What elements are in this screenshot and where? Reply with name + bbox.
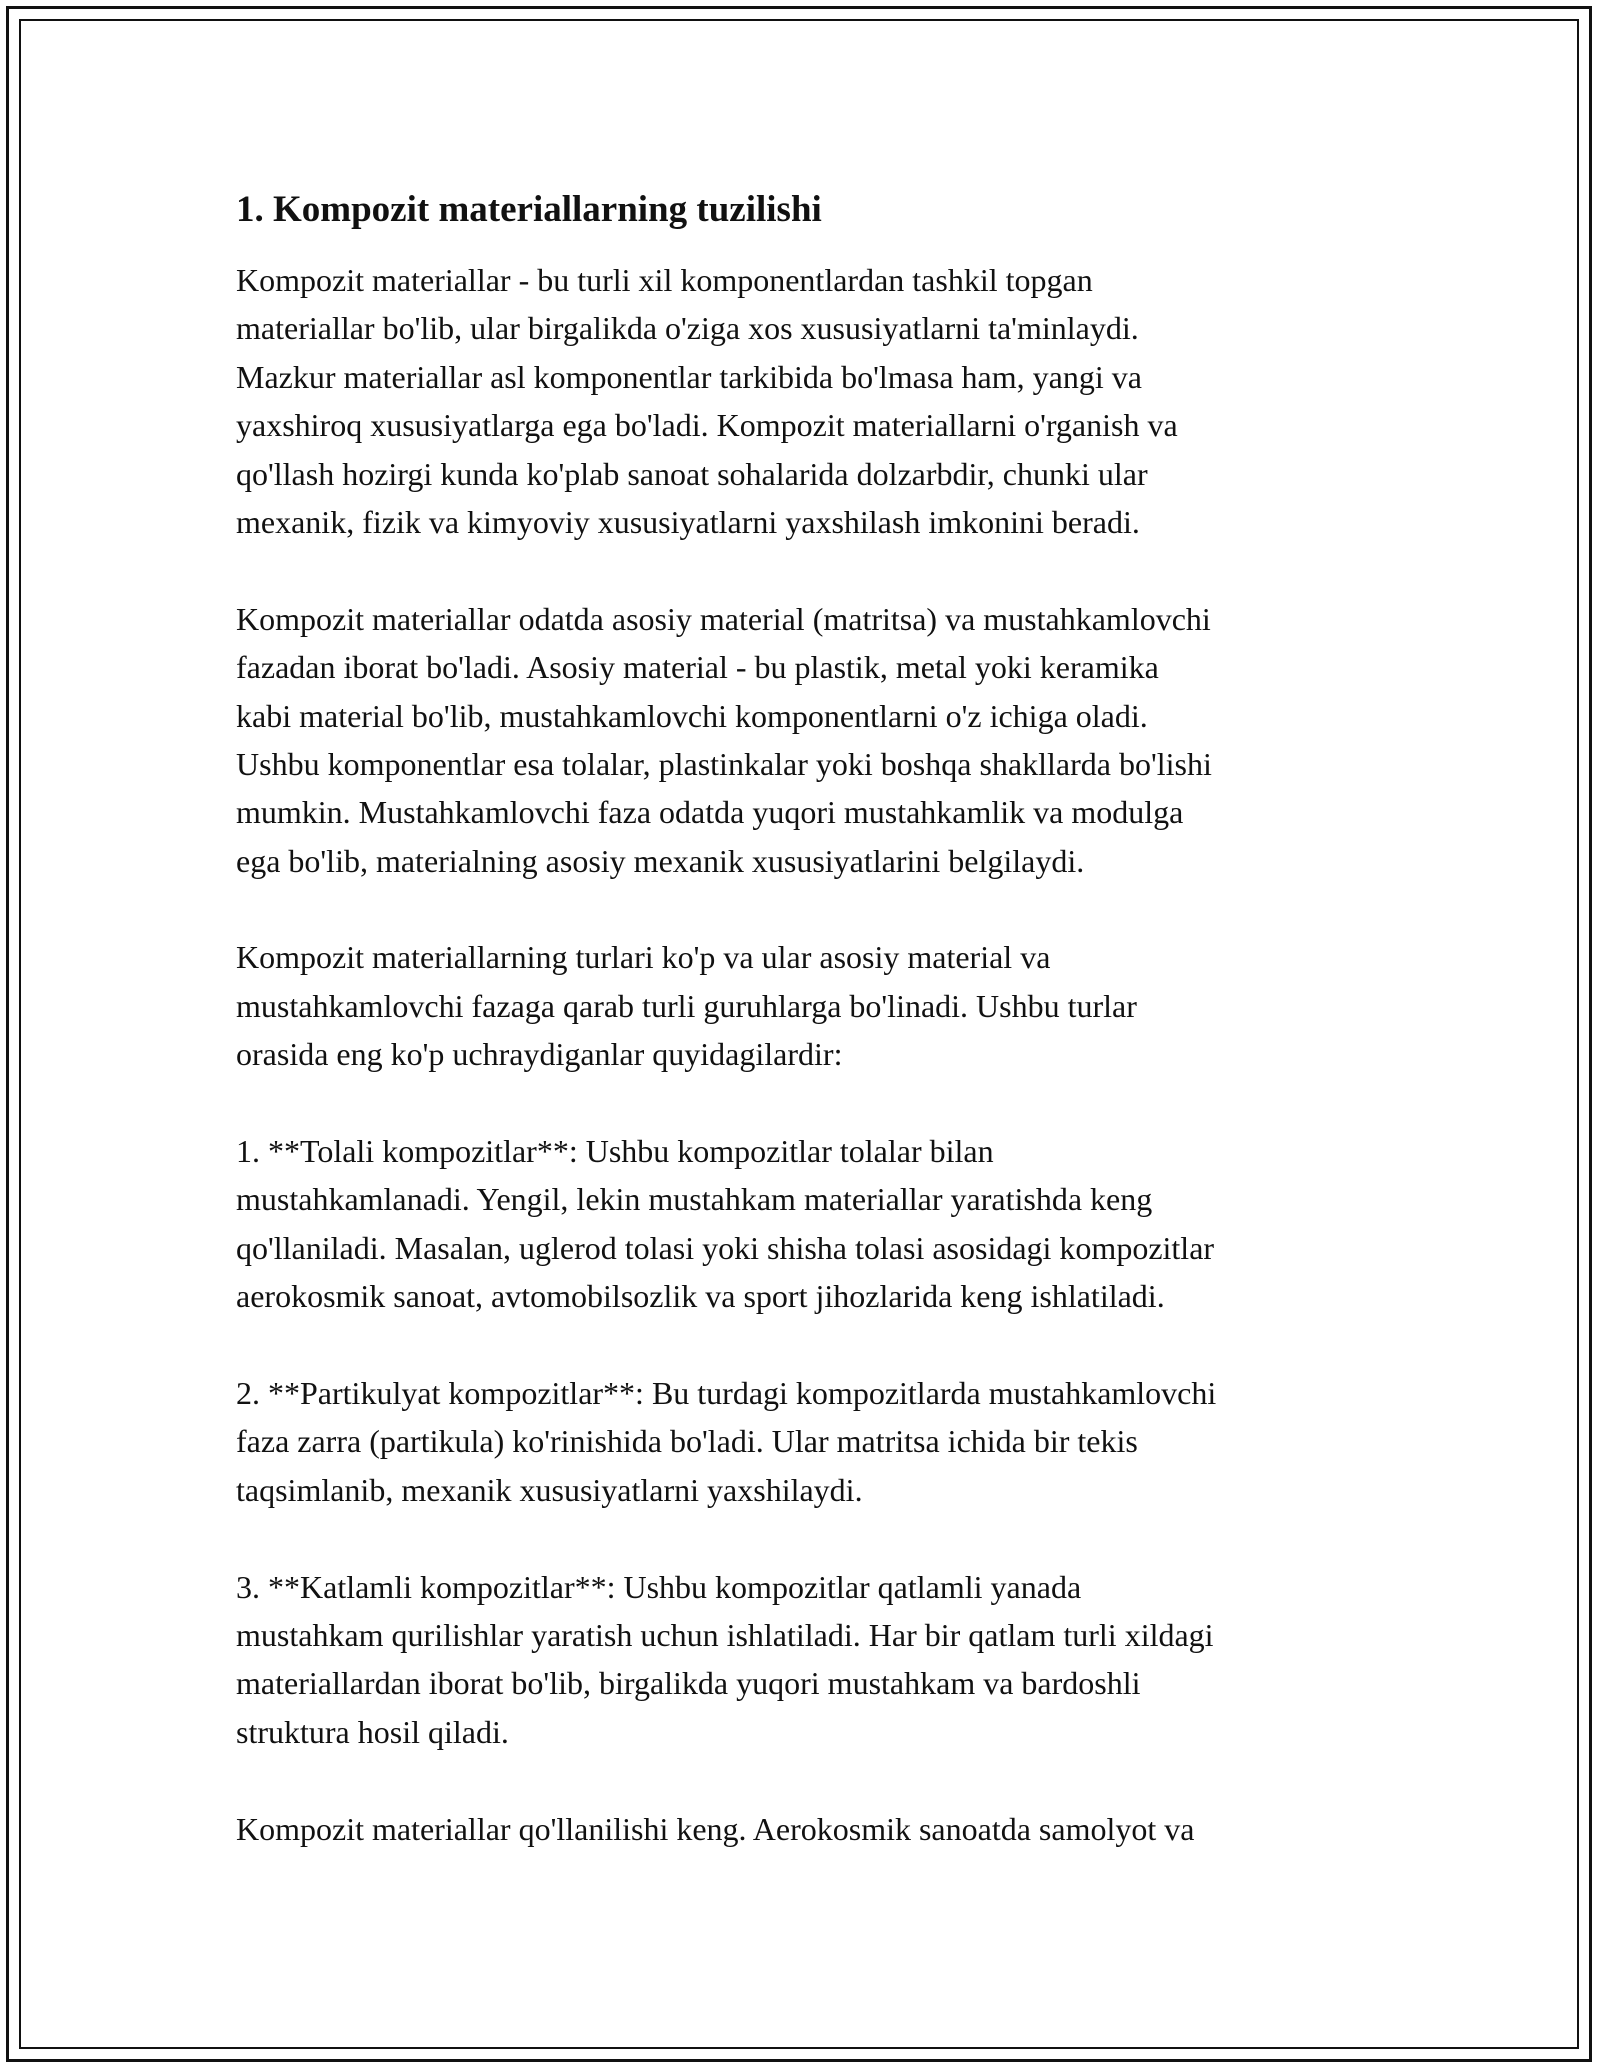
text-line: faza zarra (partikula) ko'rinishida bo'ladi. Ular matritsa ichida bir tekis [236, 1423, 1138, 1460]
text-line: Kompozit materiallar - bu turli xil komponentlardan tashkil topgan [236, 262, 1093, 298]
text-line: fazadan iborat bo'ladi. Asosiy material - bu plastik, metal yoki keramika [236, 649, 1159, 686]
paragraph-lines [236, 256, 1366, 1853]
text-line: mumkin. Mustahkamlovchi faza odatda yuqori mustahkamlik va modulga [236, 794, 1184, 831]
text-line: 3. **Katlamli kompozitlar**: Ushbu kompozitlar qatlamli yanada [236, 1568, 1082, 1605]
text-line: taqsimlanib, mexanik xususiyatlarni yaxshilaydi. [236, 1471, 863, 1508]
text-line: yaxshiroq xususiyatlarga ega bo'ladi. Kompozit materiallarni o'rganish va [236, 407, 1178, 444]
paragraph-gap [236, 1321, 1366, 1369]
text-line: 1. **Tolali kompozitlar**: Ushbu kompozitlar tolalar bilan [236, 1133, 994, 1170]
paragraph-gap [236, 885, 1366, 933]
text-line: mustahkam qurilishlar yaratish uchun ishlatiladi. Har bir qatlam turli xildagi [236, 1616, 1214, 1653]
paragraph-gap [236, 1079, 1366, 1127]
paragraph-gap [236, 1514, 1366, 1562]
text-line: orasida eng ko'p uchraydiganlar quyidagilardir: [236, 1036, 843, 1073]
paragraph-gap [236, 546, 1366, 594]
text-line: Kompozit materiallar qo'llanilishi keng. Aerokosmik sanoatda samolyot va [236, 1810, 1195, 1847]
text-line: kabi material bo'lib, mustahkamlovchi komponentlarni o'z ichiga oladi. [236, 697, 1148, 734]
text-line: mexanik, fizik va kimyoviy xususiyatlarni yaxshilash imkonini beradi. [236, 503, 1140, 540]
text-line: Mazkur materiallar asl komponentlar tarkibida bo'lmasa ham, yangi va [236, 358, 1142, 395]
text-line: Kompozit materiallar odatda asosiy material (matritsa) va mustahkamlovchi [236, 600, 1211, 637]
paragraph-gap [236, 1756, 1366, 1804]
text-line: aerokosmik sanoat, avtomobilsozlik va sport jihozlarida keng ishlatiladi. [236, 1278, 1165, 1315]
text-line: qo'llaniladi. Masalan, uglerod tolasi yoki shisha tolasi asosidagi kompozitlar [236, 1229, 1215, 1266]
text-line: qo'llash hozirgi kunda ko'plab sanoat sohalarida dolzarbdir, chunki ular [236, 455, 1148, 492]
text-line: Kompozit materiallarning turlari ko'p va ular asosiy material va [236, 939, 1051, 976]
text-line: struktura hosil qiladi. [236, 1713, 509, 1750]
document-body [236, 186, 1366, 1853]
text-line: mustahkamlanadi. Yengil, lekin mustahkam materiallar yaratishda keng [236, 1181, 1153, 1218]
text-line: materiallar bo'lib, ular birgalikda o'ziga xos xususiyatlarni ta'minlaydi. [236, 310, 1139, 347]
text-line: mustahkamlovchi fazaga qarab turli guruhlarga bo'linadi. Ushbu turlar [236, 987, 1137, 1024]
section-heading: 1. Kompozit materiallarning tuzilishi [236, 189, 822, 230]
text-line: materiallardan iborat bo'lib, birgalikda yuqori mustahkam va bardoshli [236, 1665, 1141, 1702]
text-line: ega bo'lib, materialning asosiy mexanik xususiyatlarini belgilaydi. [236, 842, 1085, 879]
text-line: 2. **Partikulyat kompozitlar**: Bu turdagi kompozitlarda mustahkamlovchi [236, 1374, 1217, 1411]
text-line: Ushbu komponentlar esa tolalar, plastinkalar yoki boshqa shakllarda bo'lishi [236, 745, 1212, 782]
